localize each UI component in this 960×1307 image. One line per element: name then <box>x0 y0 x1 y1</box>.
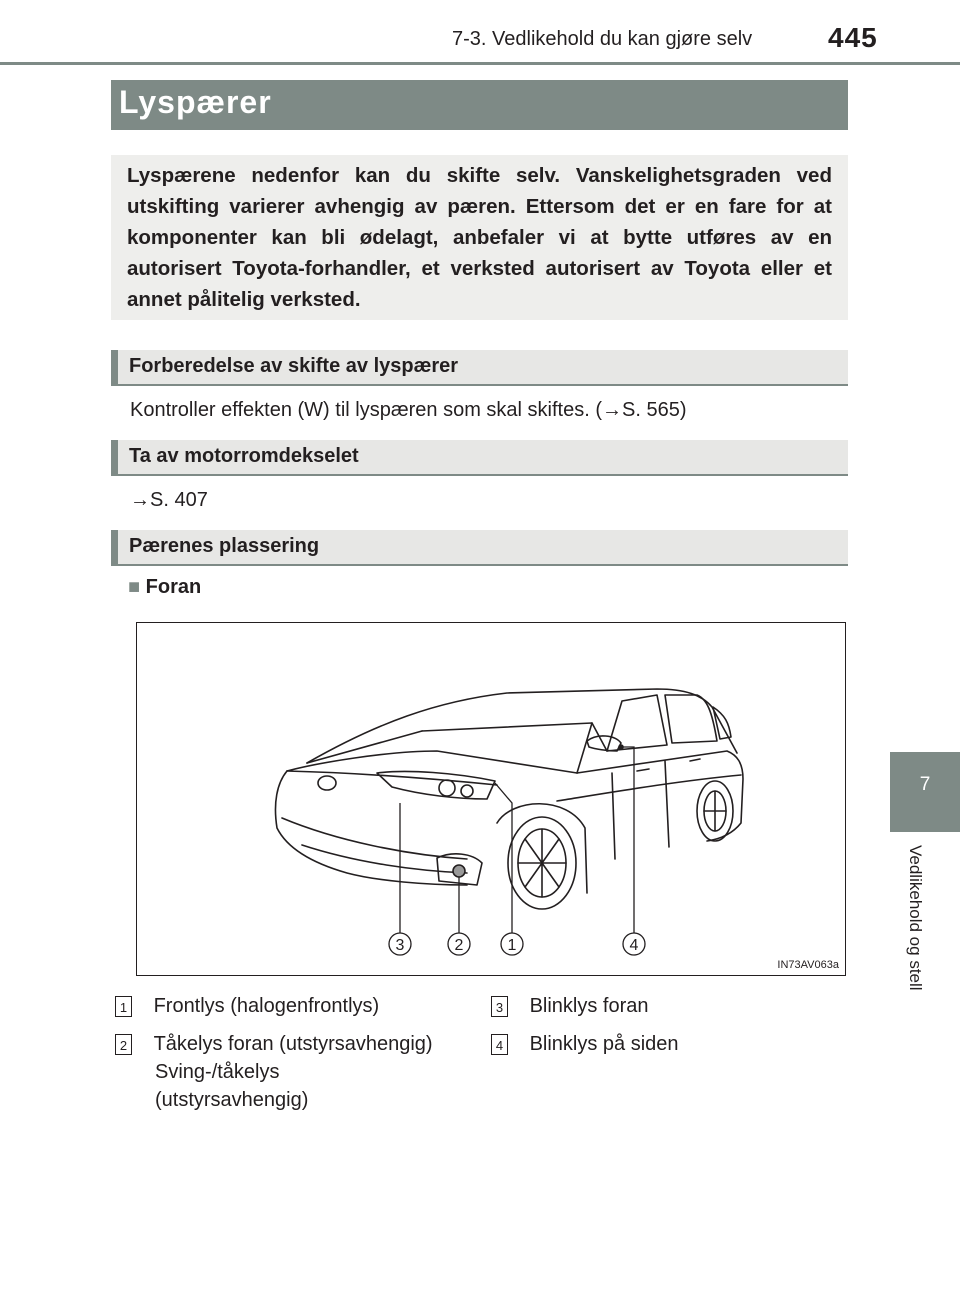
intro-box <box>111 155 848 320</box>
page-title-bar <box>111 80 848 130</box>
legend-label-line2: Sving-/tåkelys <box>155 1061 280 1083</box>
legend-label: Blinklys foran <box>529 995 649 1017</box>
legend-label: Frontlys (halogenfrontlys) <box>153 995 380 1017</box>
page-title: Lyspærer <box>119 84 272 120</box>
header-rule <box>0 62 960 65</box>
callout-1: 1 <box>507 937 517 954</box>
legend-number: 3 <box>491 996 508 1017</box>
figure-code: IN73AV063a <box>777 959 839 971</box>
callout-3: 3 <box>395 937 405 954</box>
section-heading-text: Ta av motorromdekselet <box>129 445 359 467</box>
section-text-preparation: Kontroller effekten (W) til lyspæren som skal skiftes. (→S. 565) <box>130 399 687 421</box>
chapter-number: 7 <box>919 774 931 795</box>
section-heading-text: Forberedelse av skifte av lyspærer <box>129 355 459 377</box>
section-text-engine-cover: →S. 407 <box>130 489 208 511</box>
legend-label: Blinklys på siden <box>529 1033 679 1055</box>
legend-label-line3: (utstyrsavhengig) <box>155 1089 309 1111</box>
page-number: 445 <box>828 22 878 53</box>
running-header-section: 7-3. Vedlikehold du kan gjøre selv <box>452 28 753 50</box>
section-heading-engine-cover <box>111 440 848 476</box>
legend-number: 4 <box>491 1034 508 1055</box>
legend-number: 1 <box>115 996 132 1017</box>
car-front-illustration <box>136 622 846 976</box>
chapter-tab <box>890 752 960 832</box>
legend-item-3 <box>491 992 649 1020</box>
callout-4: 4 <box>629 937 639 954</box>
section-heading-preparation <box>111 350 848 386</box>
section-heading-text: Pærenes plassering <box>129 535 320 557</box>
legend-item-2 <box>115 1030 433 1114</box>
legend-item-1 <box>115 992 379 1020</box>
callout-2: 2 <box>454 937 464 954</box>
car-drawing <box>137 623 845 975</box>
intro-text: Lyspærene nedenfor kan du skifte selv. Vanskelighetsgraden ved utskifting varierer avhengig av pæren. Ettersom det er en fare for at komponenter kan bli ødelagt, anbefaler vi at bytte utføres av en autorisert Toyota-forhandler, et verksted autorisert av Toyota eller et annet pålitelig verksted. <box>127 164 832 311</box>
subheading-front-text: Foran <box>145 576 202 598</box>
section-heading-bulb-locations <box>111 530 848 566</box>
legend-label: Tåkelys foran (utstyrsavhengig) <box>153 1033 433 1055</box>
square-bullet-icon: ■ <box>128 576 141 598</box>
section-marker <box>111 530 118 566</box>
legend-item-4 <box>491 1030 679 1058</box>
legend-number: 2 <box>115 1034 132 1055</box>
section-marker <box>111 350 118 386</box>
chapter-title: Vedlikehold og stell <box>906 845 925 991</box>
section-marker <box>111 440 118 476</box>
subheading-front <box>128 576 201 599</box>
